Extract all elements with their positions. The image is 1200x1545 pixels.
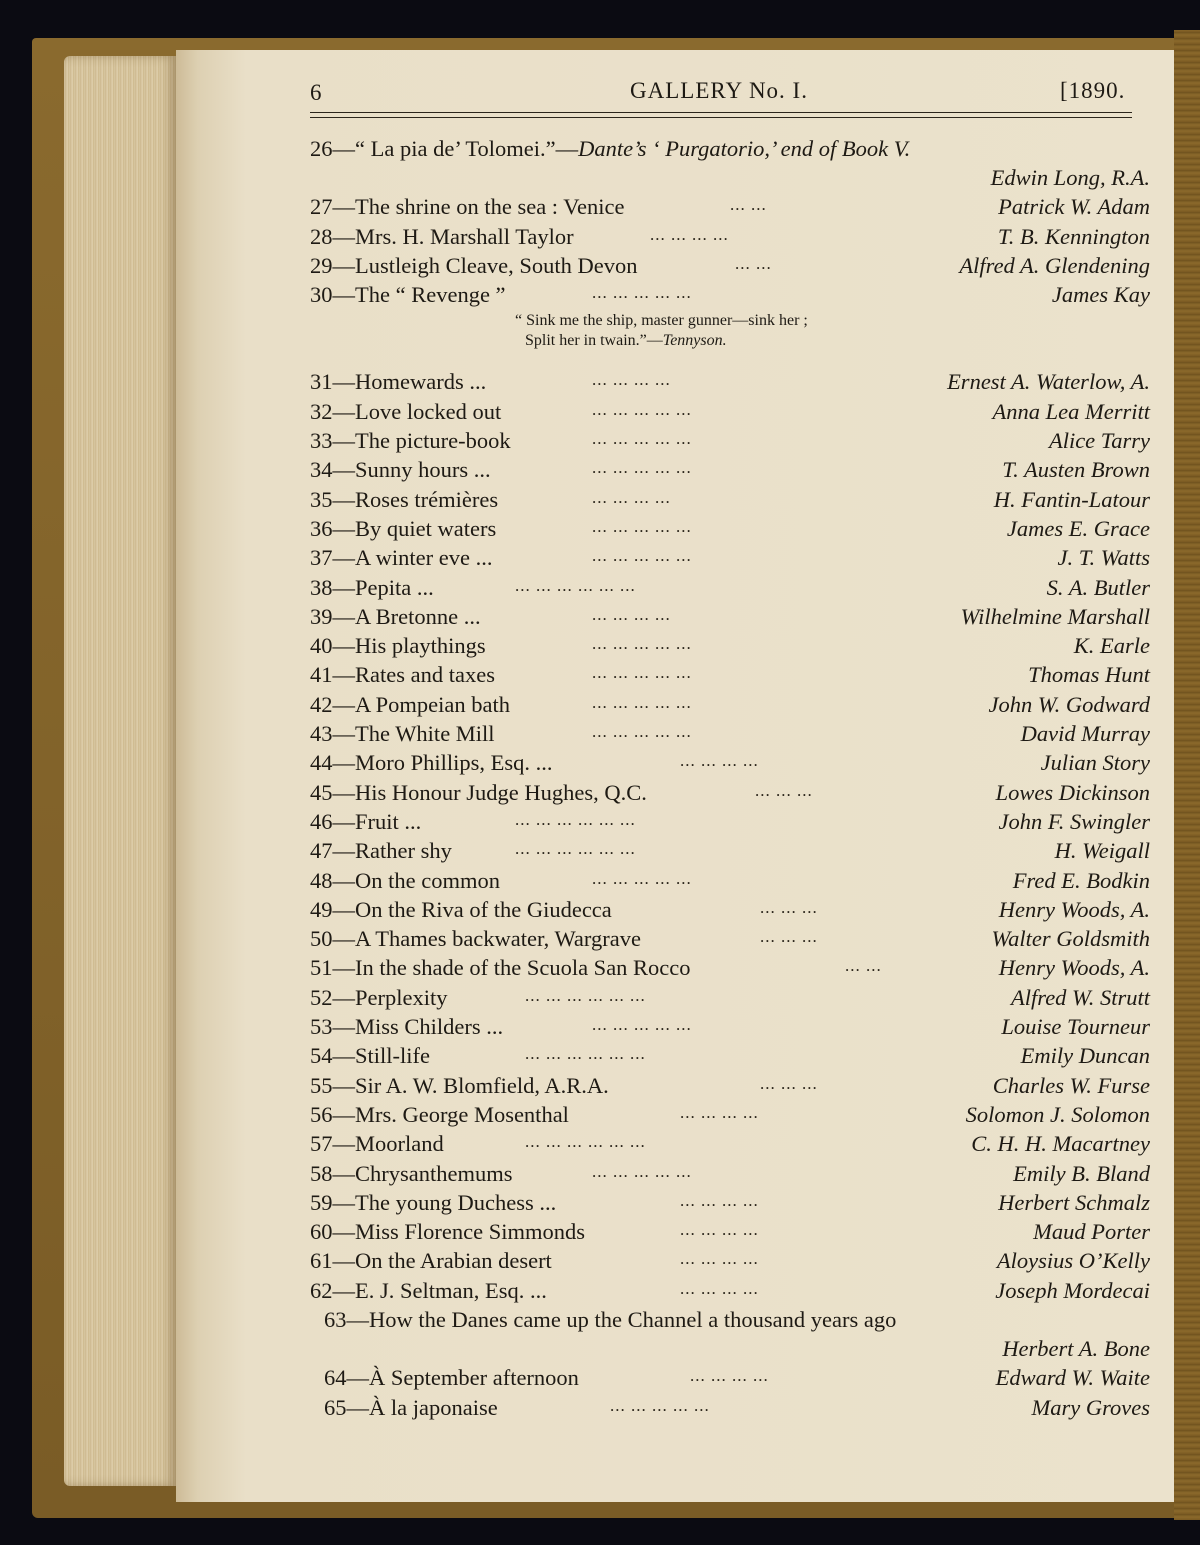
entry-title: 48—On the common [310,867,500,893]
entry-dots: ... ... ... ... [680,1102,759,1122]
entry-artist: Emily Duncan [1020,1043,1150,1069]
entry-dots: ... ... ... ... [592,370,671,390]
entry-artist: Louise Tourneur [1001,1014,1150,1040]
list-item [310,924,1150,953]
list-item [310,163,1150,192]
entry-title: 60—Miss Florence Simmonds [310,1219,586,1245]
list-item [310,983,1150,1012]
entry-title: 38—Pepita ... [310,574,434,600]
list-item [310,1276,1150,1305]
entry-dots: ... ... ... ... ... [592,546,692,566]
list-item [310,1246,1150,1275]
list-item [310,367,1150,396]
list-item [310,1217,1150,1246]
entry-title: 37—A winter eve ... [310,545,493,571]
entry-artist: C. H. H. Macartney [971,1131,1150,1157]
list-item [310,280,1150,309]
entry-dots: ... ... ... ... ... [592,663,692,683]
entry-title: 28—Mrs. H. Marshall Taylor [310,223,574,249]
list-item [310,1129,1150,1158]
entry-artist: John F. Swingler [998,808,1150,834]
list-item [310,1012,1150,1041]
list-item [310,426,1150,455]
entry-title: 42—A Pompeian bath [310,691,510,717]
page-header [300,70,1160,110]
list-item [310,485,1150,514]
entry-dots: ... ... ... ... ... [592,1161,692,1181]
entry-dots: ... ... ... [760,897,818,917]
entry-artist: Herbert Schmalz [998,1189,1150,1215]
entry-title: 53—Miss Childers ... [310,1014,504,1040]
entry-artist: H. Weigall [1054,838,1150,864]
entry-title: 55—Sir A. W. Blomfield, A.R.A. [310,1072,609,1098]
entry-title: 49—On the Riva of the Giudecca [310,896,612,922]
entry-title: 29—Lustleigh Cleave, South Devon [310,252,638,278]
entry-artist: Patrick W. Adam [998,194,1150,220]
list-item [310,660,1150,689]
entry-artist: Alfred A. Glendening [959,252,1150,278]
entry-dots: ... ... ... ... ... [592,634,692,654]
list-item [310,1393,1150,1422]
entry-artist: Anna Lea Merritt [992,398,1150,424]
entry-artist: Solomon J. Solomon [965,1101,1150,1127]
entry-artist: T. Austen Brown [1002,457,1150,483]
entry-dots: ... ... ... ... ... [592,1015,692,1035]
entry-title: 27—The shrine on the sea : Venice [310,194,625,220]
entry-artist: S. A. Butler [1046,574,1150,600]
entry-dots: ... ... ... ... [650,224,729,244]
year: [1890. [1060,78,1126,103]
entry-title: 61—On the Arabian desert [310,1248,552,1274]
entry-dots: ... ... ... ... [680,1220,759,1240]
entry-artist: Edward W. Waite [995,1365,1150,1391]
entry-dots: ... ... ... ... [680,1190,759,1210]
list-item [310,1363,1150,1392]
entry-dots: ... ... ... ... ... [592,692,692,712]
list-item [310,748,1150,777]
list-item [310,134,1150,163]
entry-dots: ... ... ... ... ... ... [515,809,636,829]
entry-dots: ... ... ... ... [690,1366,769,1386]
list-item [310,1071,1150,1100]
list-item [310,778,1150,807]
entry-artist: H. Fantin-Latour [993,486,1150,512]
entry-title: 54—Still-life [310,1043,430,1069]
entry-artist: Henry Woods, A. [998,896,1150,922]
list-item [310,719,1150,748]
entry-dots: ... ... ... ... ... ... [525,1044,646,1064]
list-item [310,573,1150,602]
entry-artist: James E. Grace [1006,515,1150,541]
entry-dots: ... ... ... [760,927,818,947]
entry-artist: Herbert A. Bone [1002,1336,1150,1362]
list-item [310,1305,1150,1334]
entry-title: 30—The “ Revenge ” [310,282,506,308]
entry-title: 35—Roses trémières [310,486,499,512]
entry-dots: ... ... [735,253,772,273]
entry-artist: Charles W. Furse [992,1072,1150,1098]
entry-artist: Fred E. Bodkin [1012,867,1150,893]
entry-artist: John W. Godward [988,691,1150,717]
entry-title: 41—Rates and taxes [310,662,495,688]
entry-artist: Aloysius O’Kelly [996,1248,1150,1274]
gallery-title: GALLERY No. I. [630,78,808,103]
entry-title: 52—Perplexity [310,984,448,1010]
list-item [310,192,1150,221]
header-rule [310,117,1132,118]
entry-title: 56—Mrs. George Mosenthal [310,1101,569,1127]
entry-title: 51—In the shade of the Scuola San Rocco [310,955,691,981]
list-item [310,836,1150,865]
entry-title: 64—À September afternoon [324,1365,579,1391]
list-item [310,1334,1150,1363]
list-item [310,1159,1150,1188]
entry-artist: James Kay [1051,282,1150,308]
entry-dots: ... ... ... ... ... [592,868,692,888]
entry-artist: Emily B. Bland [1013,1160,1150,1186]
entry-title: 26—“ La pia de’ Tolomei.”— [310,136,579,161]
entry-artist: Lowes Dickinson [995,779,1150,805]
entry-title: 31—Homewards ... [310,369,487,395]
list-item [310,251,1150,280]
list-item [310,807,1150,836]
entry-artist: Alfred W. Strutt [1011,984,1150,1010]
list-item [310,514,1150,543]
list-item [310,1041,1150,1070]
entry-title: 62—E. J. Seltman, Esq. ... [310,1277,547,1303]
entry-title: 65—À la japonaise [324,1394,498,1420]
entry-title: 40—His playthings [310,633,486,659]
entry-title: 39—A Bretonne ... [310,603,481,629]
entry-artist: Mary Groves [1031,1394,1150,1420]
entry-artist: Maud Porter [1033,1219,1150,1245]
list-item [310,602,1150,631]
entry-title-italic: Dante’s ‘ Purgatorio,’ end of Book V. [578,136,911,161]
page-edges [64,56,176,1486]
entry-artist: Alice Tarry [1048,428,1150,454]
entry-artist: Thomas Hunt [1028,662,1150,688]
entry-dots: ... ... ... ... [680,1249,759,1269]
entry-dots: ... ... ... [760,1073,818,1093]
book-spine [1174,30,1200,1520]
entry-artist: K. Earle [1073,633,1150,659]
entry-dots: ... ... ... ... [592,604,671,624]
entry-artist: Henry Woods, A. [998,955,1150,981]
entry-dots: ... ... ... ... ... [592,458,692,478]
entry-artist: Julian Story [1040,750,1150,776]
entry-title: 34—Sunny hours ... [310,457,491,483]
entry-artist: David Murray [1020,721,1150,747]
list-item [310,690,1150,719]
quote-line-1: “ Sink me the ship, master gunner—sink her ; [515,312,808,330]
entry-dots: ... ... ... ... ... [592,516,692,536]
entry-dots: ... ... ... ... ... [610,1395,710,1415]
entry-title: 59—The young Duchess ... [310,1189,557,1215]
list-item [310,895,1150,924]
entry-artist: Joseph Mordecai [995,1277,1150,1303]
entry-dots: ... ... ... ... ... ... [515,839,636,859]
entry-dots: ... ... ... ... ... [592,722,692,742]
entry-title: 63—How the Danes came up the Channel a thousand years ago [324,1306,897,1332]
entry-title: 36—By quiet waters [310,515,497,541]
entry-dots: ... ... ... [755,780,813,800]
entry-title: 57—Moorland [310,1131,444,1157]
catalogue-page [300,70,1160,1420]
entries-list [310,134,1150,1422]
header-rule [310,112,1132,113]
entry-title: 46—Fruit ... [310,808,422,834]
list-item [310,953,1150,982]
tennyson-quote [310,309,1150,367]
entry-dots: ... ... ... ... [680,751,759,771]
entry-artist: Walter Goldsmith [991,926,1150,952]
entry-title: 32—Love locked out [310,398,502,424]
quote-source: Tennyson. [662,332,727,350]
entry-dots: ... ... [845,956,882,976]
list-item [310,455,1150,484]
entry-title: 47—Rather shy [310,838,452,864]
list-item [310,543,1150,572]
entry-dots: ... ... [730,195,767,215]
entry-dots: ... ... ... ... [592,487,671,507]
entry-title: 44—Moro Phillips, Esq. ... [310,750,553,776]
list-item [310,631,1150,660]
entry-title: 45—His Honour Judge Hughes, Q.C. [310,779,647,805]
quote-line-2: Split her in twain.”— [525,332,663,350]
entry-artist: Ernest A. Waterlow, A. [947,369,1150,395]
entry-dots: ... ... ... ... [680,1278,759,1298]
entry-dots: ... ... ... ... ... [592,429,692,449]
list-item [310,866,1150,895]
entry-artist: Edwin Long, R.A. [990,165,1150,191]
list-item [310,1100,1150,1129]
entry-title: 33—The picture-book [310,428,511,454]
entry-dots: ... ... ... ... ... [592,399,692,419]
entry-artist: Wilhelmine Marshall [960,603,1150,629]
entry-artist: T. B. Kennington [997,223,1150,249]
entry-title: 58—Chrysanthemums [310,1160,513,1186]
list-item [310,397,1150,426]
entry-dots: ... ... ... ... ... ... [515,575,636,595]
page-number: 6 [310,80,323,105]
entry-dots: ... ... ... ... ... ... [525,1132,646,1152]
entry-artist: J. T. Watts [1057,545,1150,571]
entry-dots: ... ... ... ... ... [592,283,692,303]
entry-dots: ... ... ... ... ... ... [525,985,646,1005]
entry-title: 50—A Thames backwater, Wargrave [310,926,641,952]
list-item [310,222,1150,251]
list-item [310,1188,1150,1217]
entry-title: 43—The White Mill [310,721,495,747]
